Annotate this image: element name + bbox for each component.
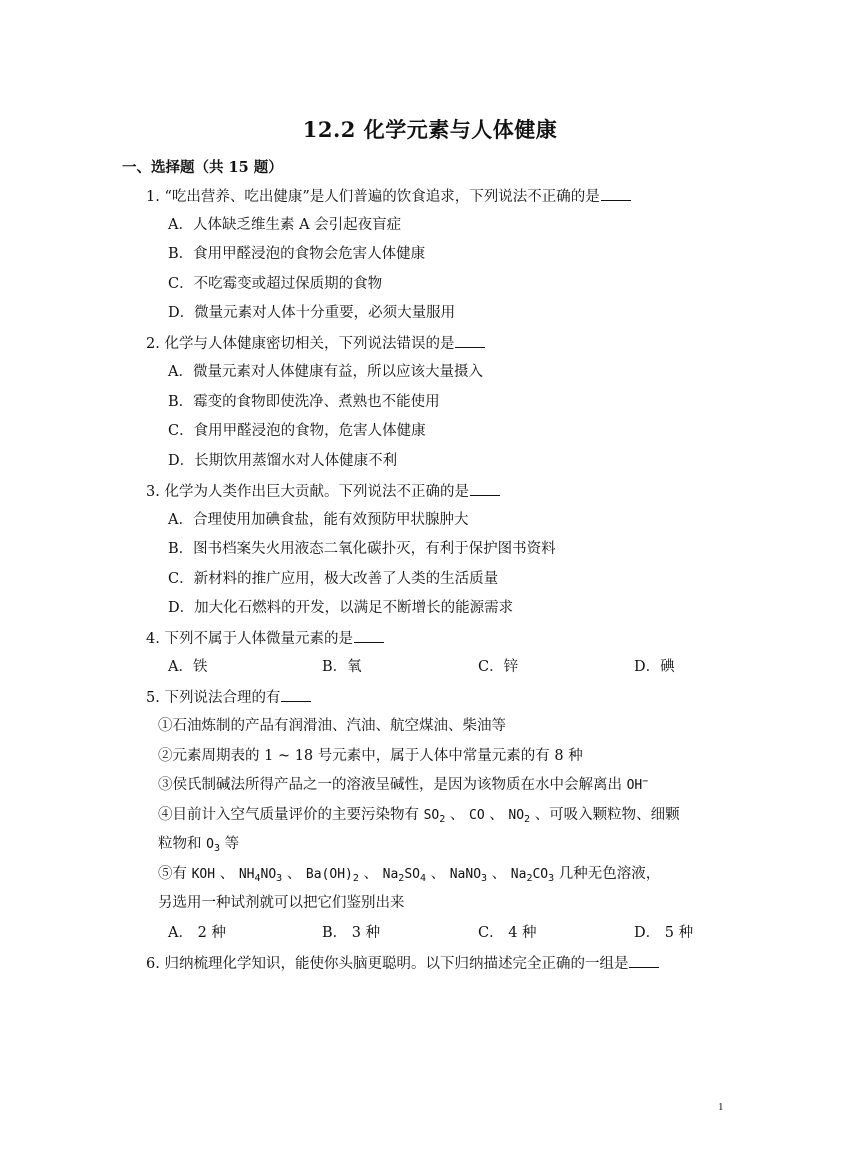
question-5-option-c[interactable]: C． 4 种 (478, 925, 537, 941)
question-3-option-d[interactable]: D．加大化石燃料的开发，以满足不断增长的能源需求 (168, 600, 514, 616)
question-4-option-b[interactable]: B．氧 (322, 659, 362, 675)
answer-blank[interactable] (601, 186, 631, 201)
statement-5-continued: 另选用一种试剂就可以把它们鉴别出来 (158, 895, 405, 911)
question-1-option-b[interactable]: B．食用甲醛浸泡的食物会危害人体健康 (168, 246, 426, 262)
statement-4: ④目前计入空气质量评价的主要污染物有 $SO_2$ 、 CO 、 $NO_2$ 、可吸入颗粒物、细颗 (158, 807, 680, 825)
question-1-stem: 1. “吃出营养、吃出健康”是人们普遍的饮食追求，下列说法不正确的是 (146, 186, 631, 207)
hydroxide-ion: OH− (626, 776, 649, 793)
statement-2: ②元素周期表的 1 ~ 18 号元素中，属于人体中常量元素的有 8 种 (158, 748, 583, 764)
question-4-option-c[interactable]: C．锌 (478, 659, 519, 675)
question-1-option-a[interactable]: A．人体缺乏维生素 A 会引起夜盲症 (168, 217, 402, 233)
question-5-option-a[interactable]: A． 2 种 (168, 925, 226, 941)
answer-blank[interactable] (470, 481, 500, 496)
section-heading: 一、选择题（共 15 题） (122, 159, 283, 176)
question-5-option-d[interactable]: D． 5 种 (634, 925, 694, 941)
question-2-stem: 2. 化学与人体健康密切相关，下列说法错误的是 (146, 333, 485, 354)
statement-5: ⑤有 KOH 、 $NH_4NO_3$ 、 $Ba(OH)_2$ 、 $Na_2SO_4$ 、 NaNO$_3$ 、 $Na_2CO_3$ 几种无色溶液， (158, 866, 661, 884)
question-2-option-c[interactable]: C．食用甲醛浸泡的食物，危害人体健康 (168, 423, 426, 439)
question-1-option-d[interactable]: D．微量元素对人体十分重要，必须大量服用 (168, 305, 456, 321)
question-4-stem: 4. 下列不属于人体微量元素的是 (146, 628, 384, 649)
answer-blank[interactable] (354, 628, 384, 643)
statement-4-continued: 粒物和 $O_3$ 等 (158, 836, 240, 854)
answer-blank[interactable] (281, 687, 311, 702)
question-2-option-d[interactable]: D．长期饮用蒸馏水对人体健康不利 (168, 453, 398, 469)
question-2-option-a[interactable]: A．微量元素对人体健康有益，所以应该大量摄入 (168, 364, 483, 380)
question-5-option-b[interactable]: B． 3 种 (322, 925, 381, 941)
question-4-option-d[interactable]: D．碘 (634, 659, 675, 675)
page-title: 12.2 化学元素与人体健康 (302, 117, 558, 142)
question-3-stem: 3. 化学为人类作出巨大贡献。下列说法不正确的是 (146, 481, 500, 502)
question-4-option-a[interactable]: A．铁 (168, 659, 208, 675)
question-1-option-c[interactable]: C．不吃霉变或超过保质期的食物 (168, 276, 383, 292)
question-5-stem: 5. 下列说法合理的有 (146, 687, 311, 708)
statement-1: ①石油炼制的产品有润滑油、汽油、航空煤油、柴油等 (158, 718, 506, 734)
question-3-option-c[interactable]: C．新材料的推广应用，极大改善了人类的生活质量 (168, 571, 499, 587)
question-3-option-b[interactable]: B．图书档案失火用液态二氧化碳扑灭，有利于保护图书资料 (168, 541, 556, 557)
question-2-option-b[interactable]: B．霉变的食物即使洗净、煮熟也不能使用 (168, 394, 440, 410)
statement-3: ③侯氏制碱法所得产品之一的溶液呈碱性，是因为该物质在水中会解离出 OH− (158, 776, 649, 793)
question-6-stem: 6. 归纳梳理化学知识，能使你头脑更聪明。以下归纳描述完全正确的一组是 (146, 953, 659, 974)
question-3-option-a[interactable]: A．合理使用加碘食盐，能有效预防甲状腺肿大 (168, 512, 469, 528)
answer-blank[interactable] (629, 953, 659, 968)
answer-blank[interactable] (455, 333, 485, 348)
page-number: 1 (718, 1101, 724, 1113)
